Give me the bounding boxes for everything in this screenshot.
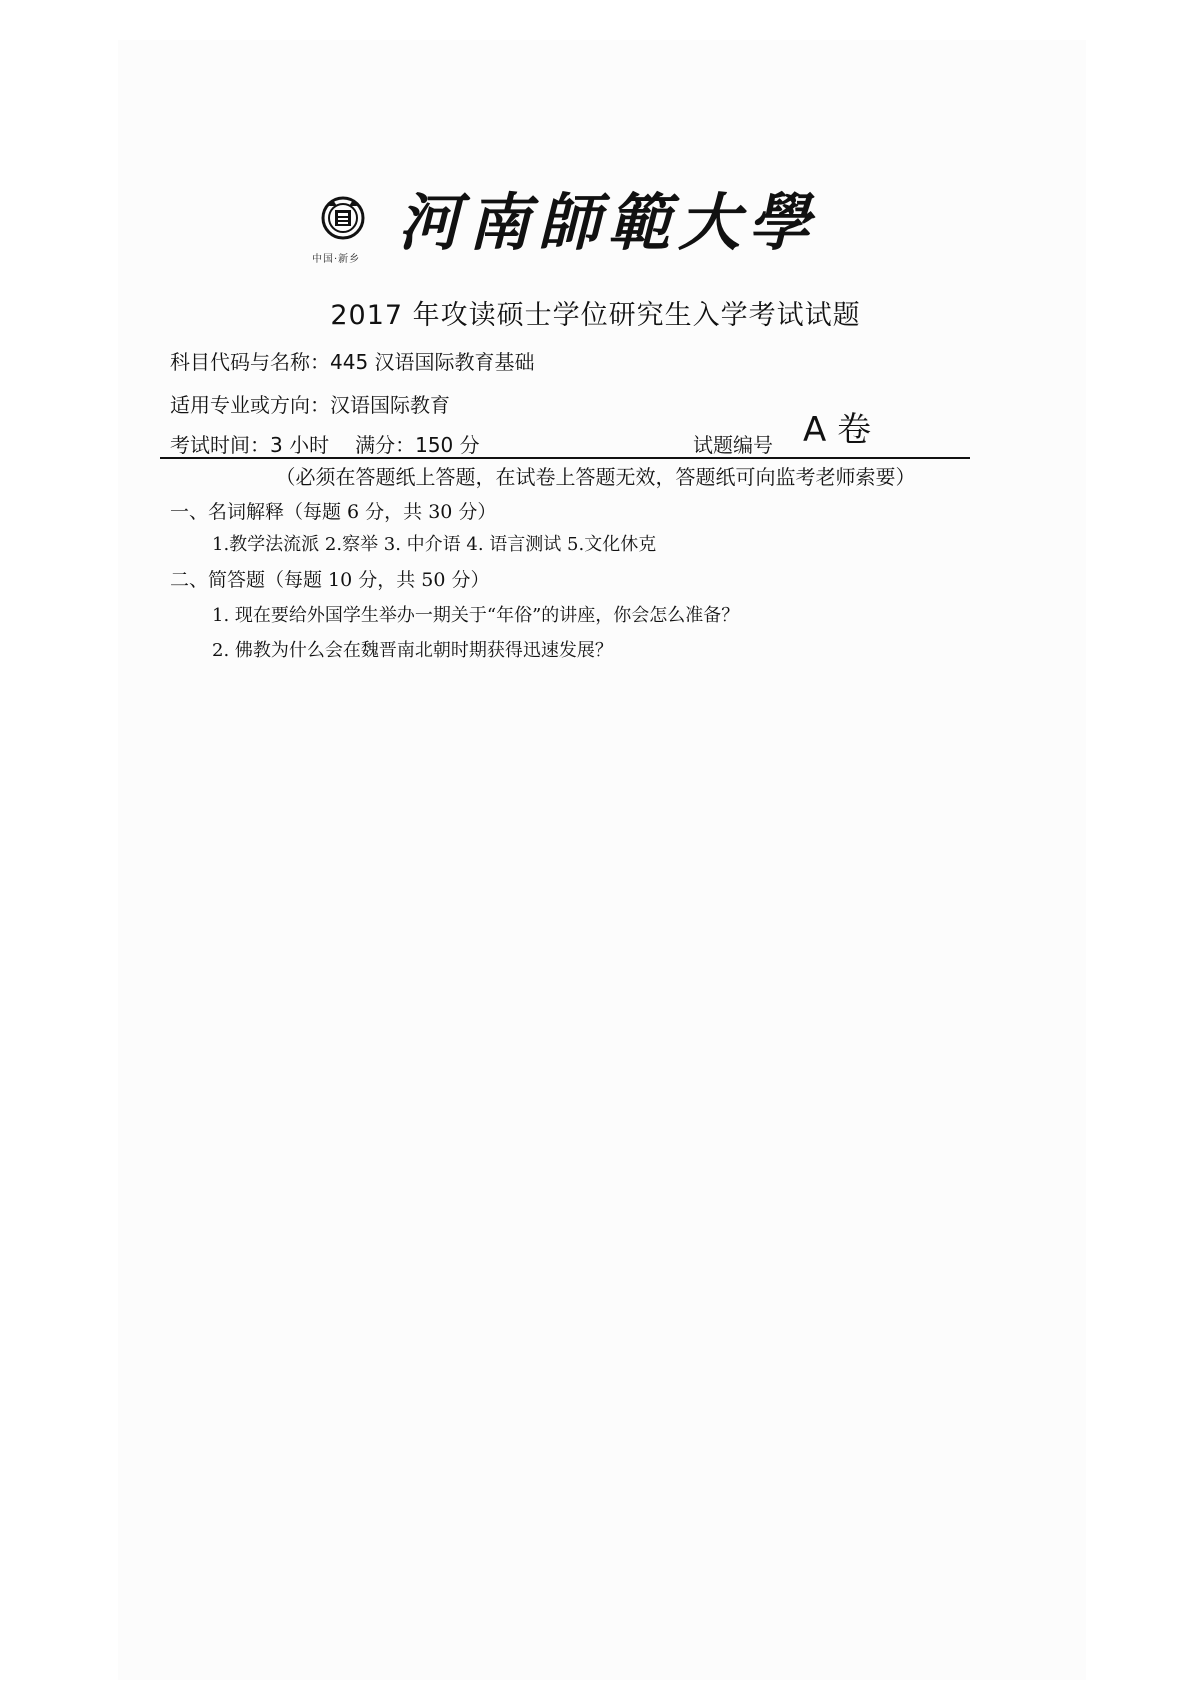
- scanned-page: [118, 40, 1086, 1680]
- header-divider: [160, 457, 970, 459]
- paper-code-label: 试题编号: [693, 433, 773, 457]
- major-value: 汉语国际教育: [330, 393, 450, 417]
- section-2-question-2: 2. 佛教为什么会在魏晋南北朝时期获得迅速发展？: [212, 640, 613, 661]
- subject-value: 445 汉语国际教育基础: [330, 350, 535, 374]
- major-row: [170, 389, 450, 418]
- answer-sheet-notice: （必须在答题纸上答题，在试卷上答题无效，答题纸可向监考老师索要）: [275, 465, 916, 489]
- section-2-title: 二、简答题（每题 10 分，共 50 分）: [170, 569, 490, 591]
- university-emblem-icon: [321, 196, 365, 240]
- section-2-question-1: 1. 现在要给外国学生举办一期关于“年俗”的讲座，你会怎么准备？: [212, 605, 740, 626]
- score-label: 满分：: [355, 433, 416, 457]
- time-score-row: [170, 429, 480, 458]
- paper-version: A 卷: [803, 410, 872, 450]
- section-1-terms: 1.教学法流派 2.察举 3. 中介语 4. 语言测试 5.文化休克: [212, 534, 657, 555]
- university-name: 河南師範大學: [398, 186, 819, 259]
- subject-label: 科目代码与名称：: [170, 350, 330, 374]
- subject-row: [170, 346, 535, 375]
- score-value: 150 分: [415, 433, 480, 457]
- emblem-caption: 中国·新乡: [312, 254, 361, 265]
- major-label: 适用专业或方向：: [170, 393, 330, 417]
- time-value: 3 小时: [270, 433, 330, 457]
- time-label: 考试时间：: [170, 433, 270, 457]
- exam-title: 2017 年攻读硕士学位研究生入学考试试题: [330, 300, 861, 331]
- section-1-title: 一、名词解释（每题 6 分，共 30 分）: [170, 501, 497, 523]
